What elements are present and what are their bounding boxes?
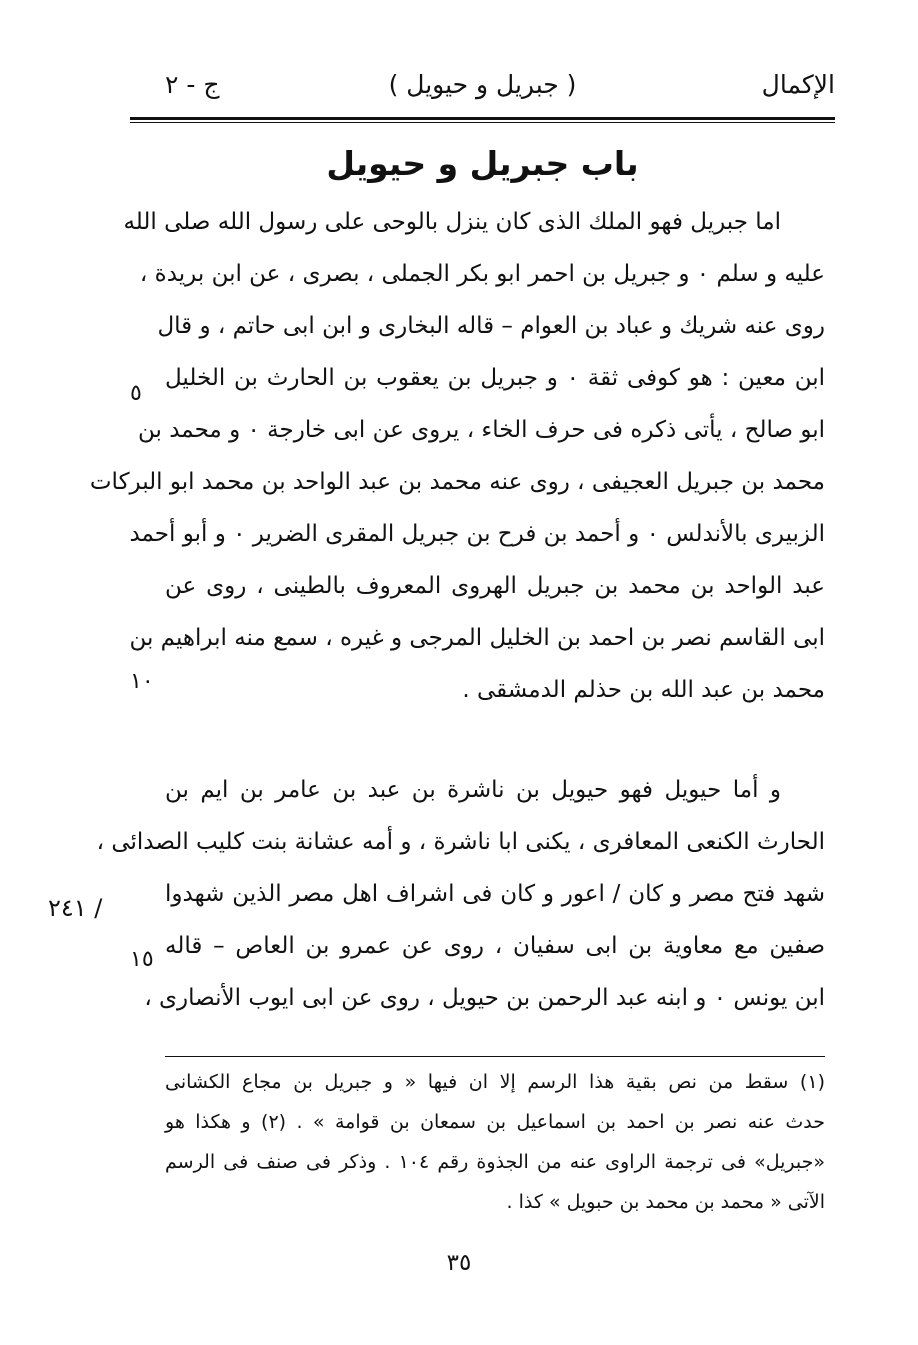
- footnote-line: الآتى « محمد بن محمد بن حبويل » كذا .: [506, 1191, 825, 1213]
- line-number-15: ١٥: [130, 947, 154, 972]
- text-line: محمد بن جبريل العجيفى ، روى عنه محمد بن عبد الواحد بن محمد ابو البركات: [89, 469, 825, 495]
- text-line: محمد بن عبد الله بن حذلم الدمشقى .: [462, 677, 825, 703]
- text-line: روى عنه شريك و عباد بن العوام – قاله البخارى و ابن ابى حاتم ، و قال: [157, 313, 825, 339]
- text-line: ابى القاسم نصر بن احمد بن الخليل المرجى و غيره ، سمع منه ابراهيم بن: [129, 625, 825, 651]
- volume-label: ج - ٢: [165, 70, 220, 99]
- manuscript-folio-marker: ٢٤١ /: [48, 894, 103, 922]
- text-line: شهد فتح مصر و كان / اعور و كان فى اشراف اهل مصر الذين شهدوا: [165, 881, 825, 907]
- text-line: عليه و سلم ۰ و جبريل بن احمر ابو بكر الجملى ، بصرى ، عن ابن بريدة ،: [139, 261, 825, 287]
- footnote-line: (١) سقط من نص بقية هذا الرسم إلا ان فيها « و جبريل بن مجاع الكشانى: [165, 1071, 825, 1093]
- header-rule-thin: [130, 122, 835, 123]
- text-line: ابن معين : هو كوفى ثقة ۰ و جبريل بن يعقوب بن الحارث بن الخليل: [165, 365, 825, 391]
- text-line: الزبيرى بالأندلس ۰ و أحمد بن فرح بن جبريل المقرى الضرير ۰ و أبو أحمد: [129, 521, 825, 547]
- text-line: عبد الواحد بن محمد بن جبريل الهروى المعروف بالطينى ، روى عن: [165, 573, 825, 599]
- page-number: ٣٥: [446, 1250, 472, 1276]
- footnote-rule: [165, 1056, 825, 1057]
- text-line: و أما حيويل فهو حيويل بن ناشرة بن عبد بن عامر بن ايم بن: [165, 777, 781, 803]
- footnotes: [165, 1062, 825, 1222]
- text-line: اما جبريل فهو الملك الذى كان ينزل بالوحى على رسول الله صلى الله: [123, 209, 781, 235]
- footnote-line: «جبريل» فى ترجمة الراوى عنه من الجذوة رقم ١٠٤ . وذكر فى صنف فى الرسم: [165, 1151, 825, 1173]
- text-line: ابو صالح ، يأتى ذكره فى حرف الخاء ، يروى عن ابى خارجة ۰ و محمد بن: [138, 417, 825, 443]
- line-number-5: ٥: [130, 381, 142, 406]
- header-rule: [130, 117, 835, 120]
- text-line: الحارث الكنعى المعافرى ، يكنى ابا ناشرة ، و أمه عشانة بنت كليب الصدائى ،: [96, 829, 825, 855]
- section-reference: ( جبريل و حيويل ): [388, 70, 577, 99]
- footnote-line: حدث عنه نصر بن احمد بن اسماعيل بن سمعان بن قوامة » . (٢) و هكذا هو: [165, 1111, 825, 1133]
- book-title: الإكمال: [761, 70, 835, 99]
- line-number-10: ١٠: [130, 669, 154, 694]
- section-title: باب جبريل و حيويل: [326, 144, 639, 183]
- running-header: [130, 62, 835, 108]
- text-line: صفين مع معاوية بن ابى سفيان ، روى عن عمرو بن العاص – قاله: [165, 933, 825, 959]
- text-line: ابن يونس ۰ و ابنه عبد الرحمن بن حيويل ، روى عن ابى ايوب الأنصارى ،: [144, 985, 825, 1011]
